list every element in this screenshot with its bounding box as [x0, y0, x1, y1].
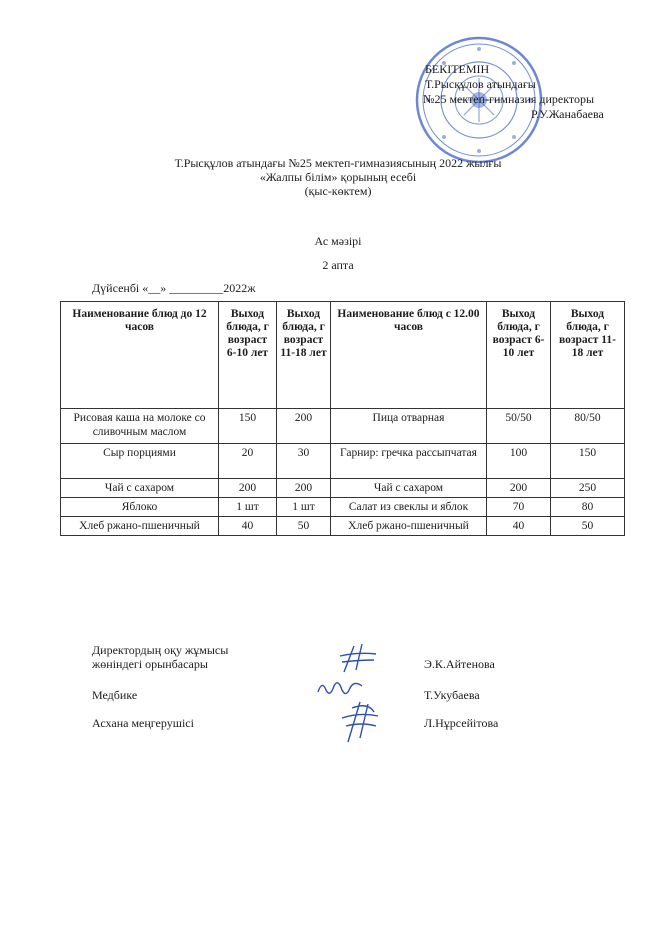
table-header-cell: Наименование блюд до 12 часов	[61, 302, 219, 409]
table-row	[61, 517, 625, 536]
signer-name-deputy: Э.К.Айтенова	[424, 657, 495, 671]
signer-role-canteen-head: Асхана меңгерушісі	[92, 716, 194, 730]
signer-role-deputy-line2: жөніндегі орынбасары	[92, 657, 208, 671]
signer-role-nurse: Медбике	[92, 688, 138, 702]
table-cell: 1 шт	[277, 498, 331, 517]
table-cell: 50/50	[487, 409, 551, 444]
table-cell: 40	[487, 517, 551, 536]
approval-school: Т.Рысқұлов атындағы	[425, 77, 536, 91]
table-row	[61, 444, 625, 479]
table-cell: Чай с сахаром	[331, 479, 487, 498]
approval-position: №25 мектеп-гимназия директоры	[423, 92, 595, 106]
handwritten-signature-icon	[338, 698, 382, 746]
table-row	[61, 479, 625, 498]
table-cell: 40	[219, 517, 277, 536]
table-cell: 200	[219, 479, 277, 498]
table-cell: 150	[219, 409, 277, 444]
handwritten-signature-icon	[336, 642, 380, 676]
table-row	[61, 409, 625, 444]
signer-role-deputy-line1: Директордың оқу жұмысы	[92, 643, 229, 657]
table-cell: 200	[277, 409, 331, 444]
table-header-cell: Выход блюда, г возраст 6-10 лет	[219, 302, 277, 409]
table-cell: 100	[487, 444, 551, 479]
table-cell: 20	[219, 444, 277, 479]
menu-title: Ас мәзірі	[314, 234, 362, 248]
menu-table	[60, 301, 625, 536]
table-cell: Салат из свеклы и яблок	[331, 498, 487, 517]
table-cell: 50	[277, 517, 331, 536]
table-cell: Гарнир: гречка рассыпчатая	[331, 444, 487, 479]
table-cell: Хлеб ржано-пшеничный	[331, 517, 487, 536]
table-cell: Чай с сахаром	[61, 479, 219, 498]
report-heading-line2: «Жалпы білім» қорының есебі	[259, 170, 417, 184]
table-header-cell: Наименование блюд с 12.00 часов	[331, 302, 487, 409]
approval-block	[410, 62, 630, 122]
table-cell: 150	[551, 444, 625, 479]
table-cell: Яблоко	[61, 498, 219, 517]
report-heading-line1: Т.Рысқұлов атындағы №25 мектеп-гимназиясының 2022 жылғы	[174, 156, 502, 170]
day-date-line: Дүйсенбі «__» _________2022ж	[92, 281, 256, 295]
table-header-cell: Выход блюда, г возраст 6-10 лет	[487, 302, 551, 409]
signer-name-nurse: Т.Укубаева	[424, 688, 480, 702]
table-cell: 30	[277, 444, 331, 479]
signer-name-canteen-head: Л.Нұрсейітова	[424, 716, 499, 730]
table-cell: 250	[551, 479, 625, 498]
table-row	[61, 498, 625, 517]
report-heading-line3: (қыс-көктем)	[304, 184, 372, 198]
table-cell: 200	[487, 479, 551, 498]
table-cell: 80/50	[551, 409, 625, 444]
approval-name: Р.У.Жанабаева	[531, 107, 604, 121]
table-header-cell: Выход блюда, г возраст 11-18 лет	[551, 302, 625, 409]
table-cell: Рисовая каша на молоке со сливочным маслом	[61, 409, 219, 444]
table-cell: Сыр порциями	[61, 444, 219, 479]
approval-title: БЕКІТЕМІН	[425, 62, 490, 76]
table-header-row	[61, 302, 625, 409]
table-cell: Пица отварная	[331, 409, 487, 444]
table-cell: 70	[487, 498, 551, 517]
table-cell: Хлеб ржано-пшеничный	[61, 517, 219, 536]
table-header-cell: Выход блюда, г возраст 11-18 лет	[277, 302, 331, 409]
table-cell: 1 шт	[219, 498, 277, 517]
table-cell: 80	[551, 498, 625, 517]
table-cell: 200	[277, 479, 331, 498]
table-cell: 50	[551, 517, 625, 536]
week-label: 2 апта	[322, 258, 354, 272]
